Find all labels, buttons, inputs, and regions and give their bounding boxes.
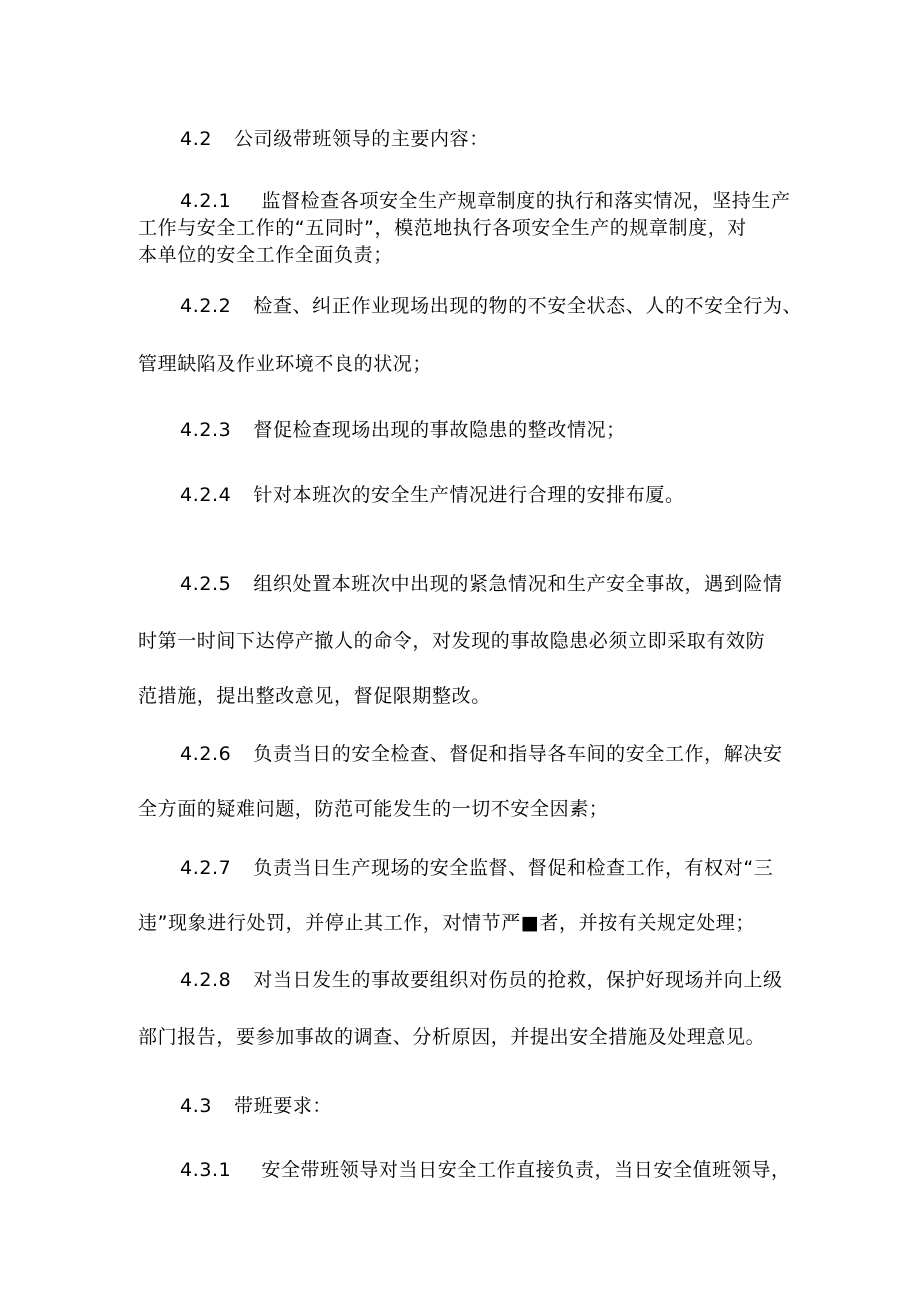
paragraph-4-3-1-line-1 <box>180 1158 791 1182</box>
paragraph-4-2-5-line-1 <box>180 572 783 596</box>
heading-text: 公司级带班领导的主要内容： <box>234 128 489 150</box>
heading-text: 带班要求： <box>234 1095 333 1117</box>
section-number: 4.2.6 <box>180 743 232 765</box>
paragraph-4-2-6-line-2: 全方面的疑难问题，防范可能发生的一切不安全因素； <box>138 798 609 820</box>
heading-4-2 <box>180 127 489 151</box>
section-number: 4.2.1 <box>180 190 232 212</box>
paragraph-4-2-6-line-1 <box>180 742 783 766</box>
paragraph-4-2-8-line-1 <box>180 968 783 992</box>
paragraph-4-2-7-line-2: 违”现象进行处罚，并停止其工作，对情节严■者，并按有关规定处理； <box>138 912 755 934</box>
paragraph-4-2-3 <box>180 418 626 442</box>
section-number: 4.3 <box>180 1095 213 1117</box>
paragraph-4-2-4 <box>180 483 685 507</box>
paragraph-text: 对当日发生的事故要组织对伤员的抢救，保护好现场并向上级 <box>253 969 783 991</box>
section-number: 4.2.5 <box>180 573 232 595</box>
paragraph-4-2-8-line-2: 部门报告，要参加事故的调查、分析原因，并提出安全措施及处理意见。 <box>138 1026 766 1048</box>
section-number: 4.2.8 <box>180 969 232 991</box>
paragraph-text: 安全带班领导对当日安全工作直接负责，当日安全值班领导， <box>261 1159 791 1181</box>
paragraph-4-2-7-line-1 <box>180 856 773 880</box>
paragraph-4-2-2-line-1 <box>180 294 802 318</box>
section-number: 4.2.3 <box>180 419 232 441</box>
section-number: 4.2.4 <box>180 484 232 506</box>
section-number: 4.2.7 <box>180 857 232 879</box>
paragraph-text: 检查、纠正作业现场出现的物的不安全状态、人的不安全行为、 <box>253 295 803 317</box>
paragraph-text: 负责当日生产现场的安全监督、督促和检查工作，有权对“三 <box>253 857 774 879</box>
paragraph-4-2-2-line-2: 管理缺陷及作业环境不良的状况； <box>138 353 433 375</box>
paragraph-text: 监督检查各项安全生产规章制度的执行和落实情况，坚持生产 <box>261 190 791 212</box>
section-number: 4.2.2 <box>180 295 232 317</box>
paragraph-text: 督促检查现场出现的事故隐患的整改情况； <box>253 419 626 441</box>
paragraph-4-2-1-line-1 <box>180 189 791 213</box>
paragraph-4-2-5-line-3: 范措施，提出整改意见，督促限期整改。 <box>138 685 491 707</box>
paragraph-4-2-5-line-2: 时第一时间下达停产撤人的命令，对发现的事故隐患必须立即采取有效防 <box>138 630 766 652</box>
section-number: 4.2 <box>180 128 213 150</box>
paragraph-4-2-1-line-3: 本单位的安全工作全面负责； <box>138 244 393 266</box>
paragraph-text: 负责当日的安全检查、督促和指导各车间的安全工作，解决安 <box>253 743 783 765</box>
section-number: 4.3.1 <box>180 1159 232 1181</box>
heading-4-3 <box>180 1094 332 1118</box>
paragraph-4-2-1-line-2: 工作与安全工作的“五同时”，模范地执行各项安全生产的规章制度，对 <box>138 217 747 239</box>
paragraph-text: 针对本班次的安全生产情况进行合理的安排布厦。 <box>253 484 685 506</box>
paragraph-text: 组织处置本班次中出现的紧急情况和生产安全事故，遇到险情 <box>253 573 783 595</box>
